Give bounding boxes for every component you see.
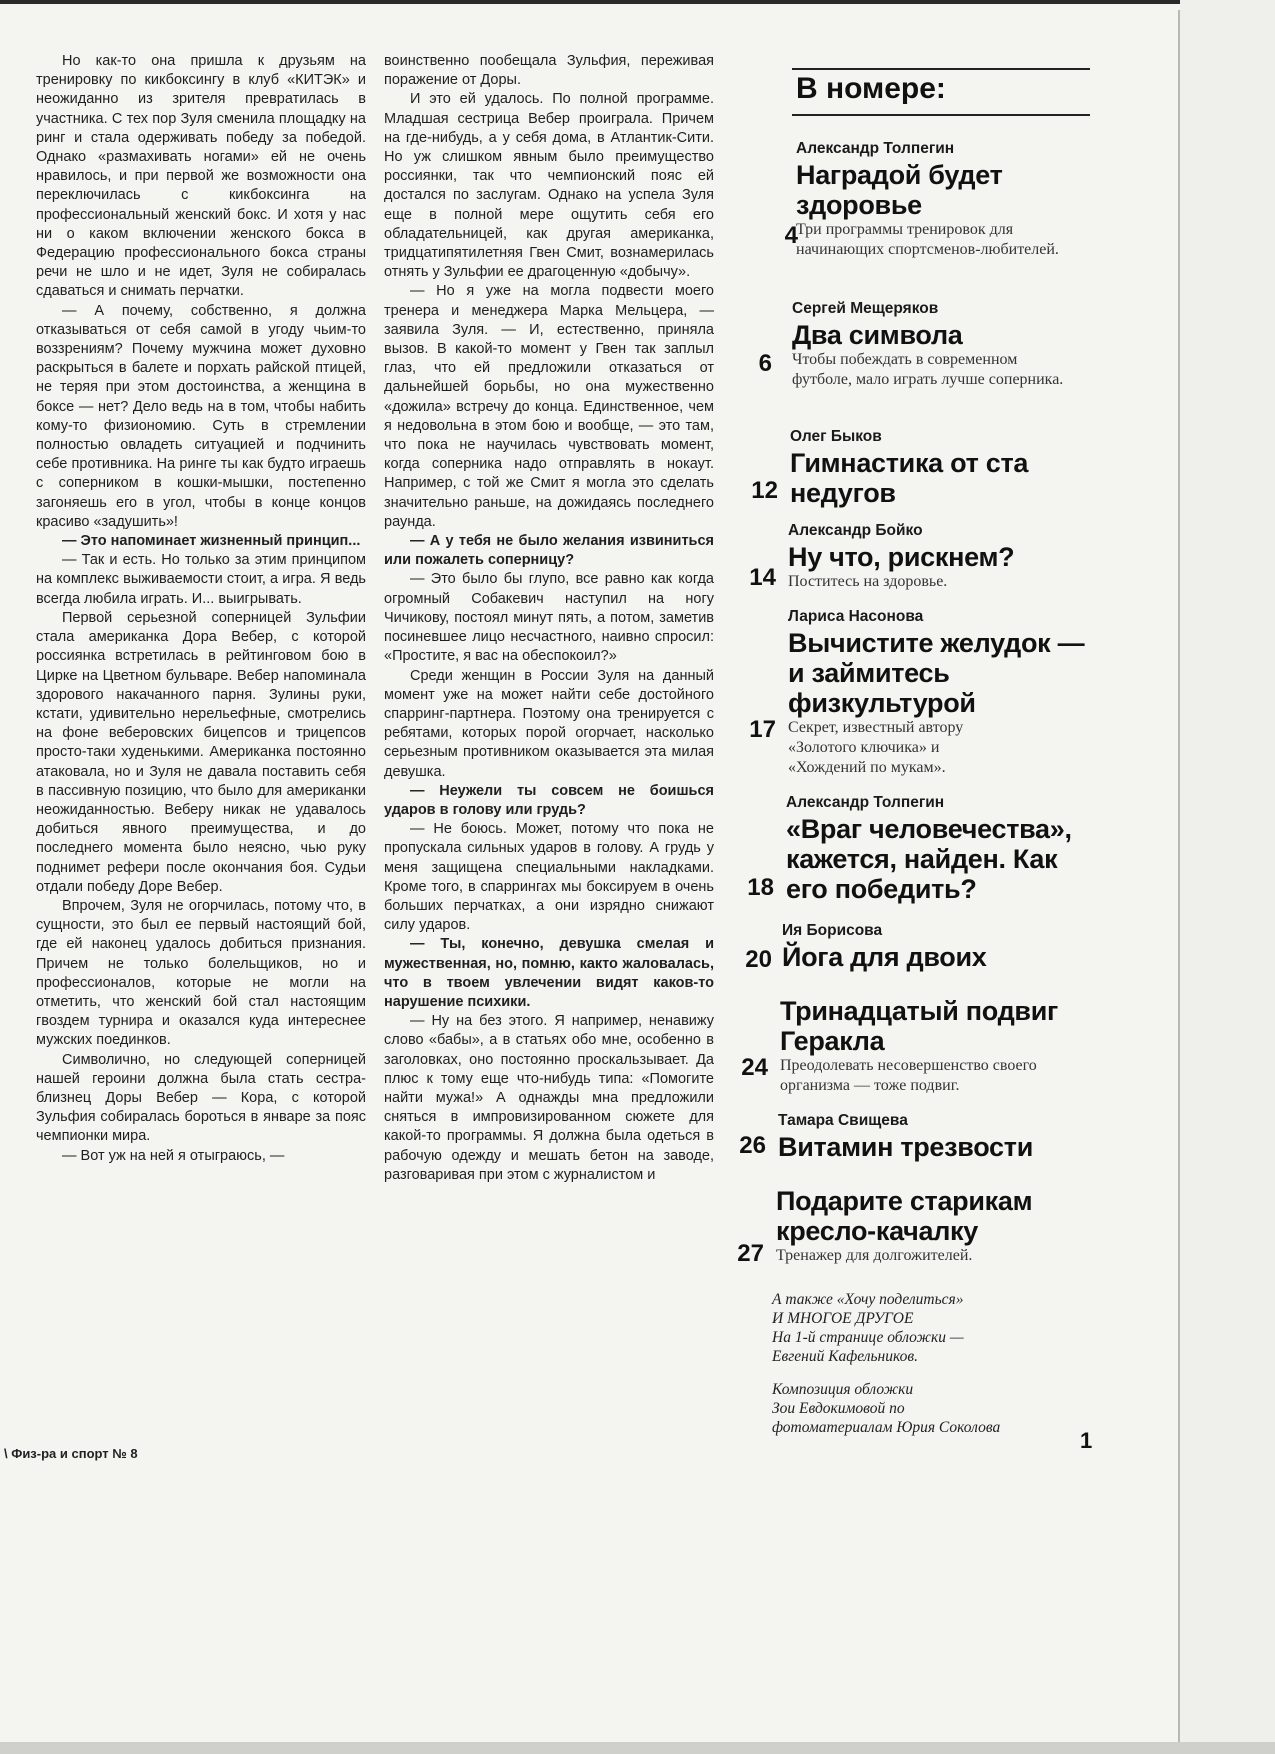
toc-page-number: 17 xyxy=(749,716,776,743)
toc-author: Лариса Насонова xyxy=(788,608,924,625)
toc-author: Сергей Мещеряков xyxy=(792,300,939,317)
toc-item[interactable] xyxy=(788,606,1168,778)
toc-page-number: 6 xyxy=(758,350,772,377)
toc-also-line: А также «Хочу поделиться» xyxy=(772,1291,964,1308)
toc-heading-rule xyxy=(792,114,1090,116)
toc-item[interactable] xyxy=(778,1110,1158,1162)
toc-description: Преодолевать несовершенство своего организма — тоже подвиг. xyxy=(780,1057,1037,1094)
article-paragraph: Впрочем, Зуля не огорчилась, потому что, в сущности, это был ее первый настоящий бой, где ей наконец удалось добиться признания. Причем не только болельщиков, но и профессионалов, которые не могли на отметить, что женский бой стал настоящим гвоздем турнира и оказался куда интереснее мужских поединков. xyxy=(36,897,366,1049)
toc-also-line: На 1-й странице обложки — xyxy=(772,1329,964,1346)
interview-question: — Это напоминает жизненный принцип... xyxy=(62,533,361,550)
article-paragraph: — Не боюсь. Может, потому что пока не пропускала сильных ударов в голову. А грудь у меня защищена специальными накладками. Кроме того, в спаррингах мы боксируем в очень больших перчатках, а они изрядно снижают силу ударов. xyxy=(384,821,714,934)
toc-author: Олег Быков xyxy=(790,428,882,445)
interview-question: — Неужели ты совсем не боишься ударов в голову или грудь? xyxy=(384,782,714,818)
toc-title: Йога для двоих xyxy=(782,942,987,972)
toc-description: Поститесь на здоровье. xyxy=(788,573,948,590)
article-paragraph: Первой серьезной соперницей Зульфии стала американка Дора Вебер, с которой россиянка встретилась в рейтинговом бою в Цирке на Цветном бульваре. Вебер напоминала здорового накачанного парня. Зулины руки, кстати, удивительно нерельефные, смотрелись на фоне веберовских бицепсов и трицепсов просто-таки худенькими. Американка постоянно атаковала, но и Зуля не давала поставить себя в пассивную позицию, что было для американки неожиданностью. Веберу никак не удавалось добиться явного преимущества, и до последнего момента было неясно, чью руку поднимет рефери после окончания боя. Судьи отдали победу Доре Вебер. xyxy=(36,609,366,895)
article-paragraph: — Но я уже на могла подвести моего тренера и менеджера Марка Мельцера, — заявила Зуля. — И, естественно, приняла вызов. В какой-то момент у Гвен так заплыл глаз, что ей предложили отказаться от дальнейшей борьбы, но она мужественно «дожила» встречу до конца. Единственное, чем я недовольна в этом бою и вообще, — это там, что пока не научилась чувствовать момент, когда соперника надо отправлять в нокаут. Например, с той же Смит я могла это сделать значительно раньше, на дожидаясь последнего раунда. xyxy=(384,283,714,530)
toc-page-number: 24 xyxy=(741,1054,768,1081)
toc-page-number: 26 xyxy=(739,1132,766,1159)
toc-title: Гимнастика от ста недугов xyxy=(790,448,1029,508)
article-paragraph: — Так и есть. Но только за этим принципом на комплекс выживаемости стоит, а игра. Я ведь всегда любила играть. И... выигрывать. xyxy=(36,552,366,607)
cover-credit-line: Зои Евдокимовой по фотоматериалам Юрия Соколова xyxy=(772,1400,1001,1436)
toc-title: Подарите старикам кресло-качалку xyxy=(776,1186,1033,1246)
toc-item[interactable] xyxy=(792,298,1172,390)
toc-author: Александр Бойко xyxy=(788,522,923,539)
article-paragraph: — Вот уж на ней я отыграюсь, — xyxy=(62,1147,285,1164)
toc-page-number: 27 xyxy=(737,1240,764,1267)
cover-credits xyxy=(772,1380,1022,1437)
toc-title: Два символа xyxy=(792,320,963,350)
toc-description: Секрет, известный автору «Золотого ключика» и «Хождений по мукам». xyxy=(788,719,964,776)
article-paragraph: — Ну на без этого. Я например, ненавижу слово «бабы», а в статьях обо мне, особенно в заголовках, оно постоянно проскальзывает. Да плюс к тому еще что-нибудь типа: «Помогите найти мужа!» А однажды мна предложили сняться в импровизированном сюжете для какой-то программы. Я должна была одеться в рабочую одежду и мешать бетон на заводе, разговаривая при этом с журналистом и xyxy=(384,1013,714,1183)
scan-margin xyxy=(1180,0,1275,1754)
toc-page-number: 14 xyxy=(749,564,776,591)
cover-credit-line: Композиция обложки xyxy=(772,1381,914,1398)
interview-question: — А у тебя не было желания извиниться или пожалеть соперницу? xyxy=(384,533,714,569)
article-paragraph: — А почему, собственно, я должна отказываться от себя самой в угоду чьим-то воззрениям? Почему мужчина может духовно раскрыться в балете и порхать райской птицей, не теряя при этом достоинства, а женщина в боксе — нет? Дело ведь на в том, чтобы набить кому-то физиономию. Суть в стремлении полностью овладеть ситуацией и подчинить себе противника. На ринге ты как будто играешь с соперником в кошки-мышки, постепенно загоняешь его в угол, чтобы в конце концов красиво «задушить»! xyxy=(36,302,366,530)
article-paragraph: Но как-то она пришла к друзьям на тренировку по кикбоксингу в клуб «КИТЭК» и неожиданно из зрителя превратилась в участника. С тех пор Зуля сменила площадку на ринг и стала одерживать победу за победой. Однако «размахивать ногами» ей не очень нравилось, и при первой же возможности она переключилась с кикбоксинга на профессиональный женский бокс. И хотя у нас ни о каком включении женского бокса в Федерацию профессионального бокса страны речи не шло и не идет, Зуля не собиралась сдаваться и снимать перчатки. xyxy=(36,53,366,300)
toc-item[interactable] xyxy=(786,792,1166,904)
article-paragraph: И это ей удалось. По полной программе. Младшая сестрица Вебер проиграла. Причем на где-нибудь, а у себя дома, в Атлантик-Сити. Но уж слишком явным было преимущество россиянки, так что чемпионский пояс ей достался по заслугам. Однако на успела Зуля еще в полной мере ощутить себя его обладательницей, как другая американка, тридцатипятилетняя Гвен Смит, вознамерилась отнять у Зульфии ее драгоценную «добычу». xyxy=(384,91,714,281)
toc-item[interactable] xyxy=(796,138,1176,260)
toc-title: Наградой будет здоровье xyxy=(796,160,1003,220)
interview-question: — Ты, конечно, девушка смелая и мужественная, но, помню, както жаловалась, что в твоем увлечении видят каков-то нарушение психики. xyxy=(384,936,714,1010)
page-edge-shadow xyxy=(1178,10,1180,1750)
toc-description: Чтобы побеждать в современном футболе, мало играть лучше соперника. xyxy=(792,351,1064,388)
toc-top-rule xyxy=(792,68,1090,70)
article-column-1 xyxy=(36,52,366,1166)
toc-author: Александр Толпегин xyxy=(796,140,955,157)
toc-item[interactable] xyxy=(790,426,1170,508)
toc-page-number: 12 xyxy=(751,477,778,504)
scan-bottom-edge xyxy=(0,1742,1275,1754)
article-column-2 xyxy=(384,52,714,1185)
toc-heading: В номере: xyxy=(796,72,946,105)
toc-author: Александр Толпегин xyxy=(786,794,945,811)
toc-description: Три программы тренировок для начинающих спортсменов-любителей. xyxy=(796,221,1059,258)
toc-title: Тринадцатый подвиг Геракла xyxy=(780,996,1058,1056)
toc-author: Ия Борисова xyxy=(782,922,883,939)
article-paragraph: воинственно пообещала Зульфия, переживая поражение от Доры. xyxy=(384,53,714,89)
toc-also-line: И МНОГОЕ ДРУГОЕ xyxy=(772,1310,914,1327)
toc-title: «Враг человечества», кажется, найден. Как его победить? xyxy=(786,814,1072,904)
article-paragraph: — Это было бы глупо, все равно как когда огромный Собакевич наступил на ногу Чичикову, постоял минут пять, а потом, заметив посиневшее лицо несчастного, наивно спросил: «Простите, я вас на обеспокоил?» xyxy=(384,571,714,665)
toc-also-line: Евгений Кафельников. xyxy=(772,1348,918,1365)
toc-author: Тамара Свищева xyxy=(778,1112,908,1129)
toc-title: Витамин трезвости xyxy=(778,1132,1033,1162)
toc-title: Вычистите желудок — и займитесь физкультурой xyxy=(788,628,1085,718)
toc-page-number: 18 xyxy=(747,874,774,901)
toc-item[interactable] xyxy=(782,920,1162,972)
toc-also-note xyxy=(772,1290,1082,1366)
scan-top-edge xyxy=(0,0,1275,4)
toc-page-number: 20 xyxy=(745,946,772,973)
toc-title: Ну что, рискнем? xyxy=(788,542,1015,572)
toc-page-number: 4 xyxy=(784,222,798,249)
magazine-footer: \ Физ-ра и спорт № 8 xyxy=(4,1446,138,1461)
toc-item[interactable] xyxy=(776,1186,1156,1266)
toc-description: Тренажер для долгожителей. xyxy=(776,1247,973,1264)
page-number: 1 xyxy=(1080,1428,1093,1453)
article-paragraph: Символично, но следующей соперницей нашей героини должна была стать сестра-близнец Доры Вебер — Кора, с которой Зульфия собиралась бороться в январе за пояс чемпионки мира. xyxy=(36,1051,366,1145)
article-paragraph: Среди женщин в России Зуля на данный момент уже на может найти себе достойного спарринг-партнера. Поэтому она тренируется с ребятами, которых порой огорчает, насколько серьезным противником оказывается эта милая девушка. xyxy=(384,667,714,780)
toc-item[interactable] xyxy=(788,520,1168,592)
toc-item[interactable] xyxy=(780,996,1160,1096)
